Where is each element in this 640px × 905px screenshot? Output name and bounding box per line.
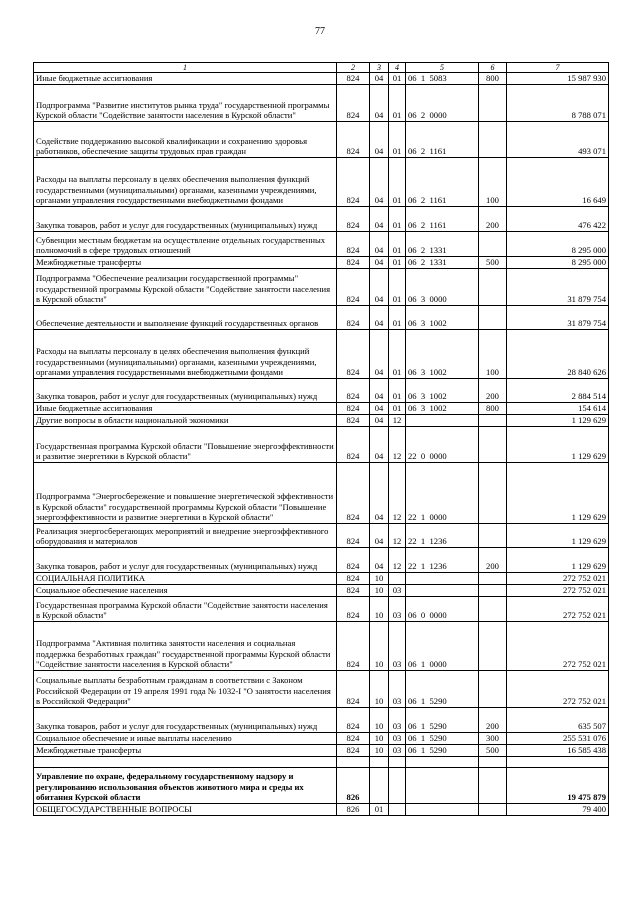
subsection-cell: 01: [389, 306, 406, 330]
ministry-code-cell: 824: [337, 524, 370, 548]
amount-cell: 8 295 000: [507, 232, 609, 257]
subsection-cell: 03: [389, 622, 406, 671]
table-row: [34, 597, 609, 622]
subsection-cell: 12: [389, 415, 406, 427]
subsection-cell: 01: [389, 269, 406, 306]
ministry-code-cell: 824: [337, 403, 370, 415]
expense-name-cell: Подпрограмма "Активная политика занятости населения и социальная поддержка безработных граждан" государственной программы Курской области "Содействие занятости населения в Курской области": [34, 622, 337, 671]
subsection-cell: 01: [389, 232, 406, 257]
ministry-code-cell: 824: [337, 622, 370, 671]
ministry-code-cell: 824: [337, 257, 370, 269]
section-cell: 10: [370, 708, 389, 733]
ministry-code-cell: 824: [337, 415, 370, 427]
table-row: [34, 269, 609, 306]
subsection-cell: 03: [389, 671, 406, 708]
subsection-cell: 12: [389, 524, 406, 548]
ministry-code-cell: 824: [337, 158, 370, 207]
expense-type-cell: [479, 427, 507, 463]
amount-cell: 255 531 076: [507, 733, 609, 745]
expense-type-cell: 200: [479, 207, 507, 232]
amount-cell: 635 507: [507, 708, 609, 733]
subsection-cell: 01: [389, 158, 406, 207]
table-row: [34, 379, 609, 403]
column-header: 2: [337, 63, 370, 73]
amount-cell: [507, 757, 609, 768]
target-article-cell: [406, 415, 479, 427]
amount-cell: 2 884 514: [507, 379, 609, 403]
target-article-cell: 06 3 0000: [406, 269, 479, 306]
expense-type-cell: 500: [479, 257, 507, 269]
amount-cell: 16 649: [507, 158, 609, 207]
table-row: [34, 733, 609, 745]
expense-name-cell: Межбюджетные трансферты: [34, 257, 337, 269]
page-number: 77: [315, 26, 325, 37]
subsection-cell: 12: [389, 548, 406, 573]
expense-name-cell: Иные бюджетные ассигнования: [34, 73, 337, 85]
ministry-code-cell: 824: [337, 306, 370, 330]
ministry-code-cell: 824: [337, 597, 370, 622]
expense-name-cell: СОЦИАЛЬНАЯ ПОЛИТИКА: [34, 573, 337, 585]
expense-type-cell: 500: [479, 745, 507, 757]
amount-cell: 1 129 629: [507, 524, 609, 548]
section-cell: 10: [370, 622, 389, 671]
table-row: [34, 232, 609, 257]
amount-cell: 15 987 930: [507, 73, 609, 85]
subsection-cell: [389, 804, 406, 816]
subsection-cell: 01: [389, 379, 406, 403]
subsection-cell: 03: [389, 745, 406, 757]
amount-cell: 1 129 629: [507, 427, 609, 463]
table-row: [34, 306, 609, 330]
ministry-code-cell: 824: [337, 427, 370, 463]
amount-cell: 19 475 879: [507, 768, 609, 804]
table-row: [34, 463, 609, 524]
target-article-cell: 06 0 0000: [406, 597, 479, 622]
subsection-cell: 03: [389, 597, 406, 622]
target-article-cell: 06 2 0000: [406, 85, 479, 122]
amount-cell: 16 585 438: [507, 745, 609, 757]
ministry-code-cell: 826: [337, 768, 370, 804]
expense-name-cell: Субвенции местным бюджетам на осуществление отдельных государственных полномочий в сфере трудовых отношений: [34, 232, 337, 257]
ministry-code-cell: 824: [337, 207, 370, 232]
expense-type-cell: [479, 671, 507, 708]
column-header: 7: [507, 63, 609, 73]
target-article-cell: 06 3 1002: [406, 306, 479, 330]
ministry-code-cell: 824: [337, 122, 370, 158]
amount-cell: 272 752 021: [507, 671, 609, 708]
column-header: 5: [406, 63, 479, 73]
table-row: [34, 708, 609, 733]
target-article-cell: 06 2 1161: [406, 122, 479, 158]
table-row: [34, 73, 609, 85]
expense-type-cell: 100: [479, 330, 507, 379]
amount-cell: 8 788 071: [507, 85, 609, 122]
ministry-code-cell: 824: [337, 585, 370, 597]
section-cell: 04: [370, 548, 389, 573]
section-cell: 04: [370, 463, 389, 524]
expense-type-cell: [479, 804, 507, 816]
ministry-code-cell: 824: [337, 548, 370, 573]
ministry-code-cell: 824: [337, 671, 370, 708]
section-cell: 01: [370, 804, 389, 816]
ministry-code-cell: 824: [337, 269, 370, 306]
expense-type-cell: 200: [479, 708, 507, 733]
target-article-cell: 06 2 1331: [406, 257, 479, 269]
table-row: [34, 768, 609, 804]
target-article-cell: 06 3 1002: [406, 330, 479, 379]
table-row: [34, 804, 609, 816]
expense-type-cell: [479, 597, 507, 622]
amount-cell: 272 752 021: [507, 597, 609, 622]
table-row: [34, 524, 609, 548]
subsection-cell: 01: [389, 403, 406, 415]
expense-name-cell: Реализация энергосберегающих мероприятий и внедрение энергоэффективного оборудования и материалов: [34, 524, 337, 548]
amount-cell: 8 295 000: [507, 257, 609, 269]
amount-cell: 1 129 629: [507, 415, 609, 427]
section-cell: 10: [370, 745, 389, 757]
table-row: [34, 427, 609, 463]
table-row: [34, 403, 609, 415]
expense-name-cell: Социальные выплаты безработным гражданам в соответствии с Законом Российской Федерации от 19 апреля 1991 года № 1032-I "О занятости населения в Российской Федерации": [34, 671, 337, 708]
column-header: 6: [479, 63, 507, 73]
table-row: [34, 257, 609, 269]
section-cell: 04: [370, 415, 389, 427]
ministry-code-cell: 824: [337, 85, 370, 122]
column-numbers-row: [34, 63, 609, 73]
ministry-code-cell: 824: [337, 232, 370, 257]
expense-name-cell: Иные бюджетные ассигнования: [34, 403, 337, 415]
table-row: [34, 548, 609, 573]
amount-cell: 1 129 629: [507, 548, 609, 573]
table-row: [34, 122, 609, 158]
subsection-cell: 01: [389, 207, 406, 232]
target-article-cell: 06 1 5290: [406, 671, 479, 708]
target-article-cell: 22 1 0000: [406, 463, 479, 524]
section-cell: 04: [370, 158, 389, 207]
ministry-code-cell: 824: [337, 73, 370, 85]
expense-name-cell: Закупка товаров, работ и услуг для государственных (муниципальных) нужд: [34, 708, 337, 733]
section-cell: 04: [370, 403, 389, 415]
amount-cell: 28 840 626: [507, 330, 609, 379]
amount-cell: 493 071: [507, 122, 609, 158]
expense-name-cell: Расходы на выплаты персоналу в целях обеспечения выполнения функций государственными (муниципальными) органами, казенными учреждениями, органами управления государственными внебюджетными фондами: [34, 330, 337, 379]
target-article-cell: 06 2 1161: [406, 207, 479, 232]
section-cell: 10: [370, 573, 389, 585]
target-article-cell: 22 1 1236: [406, 524, 479, 548]
column-header: 1: [34, 63, 337, 73]
expense-type-cell: [479, 524, 507, 548]
target-article-cell: 06 2 1161: [406, 158, 479, 207]
subsection-cell: 01: [389, 257, 406, 269]
ministry-code-cell: 824: [337, 745, 370, 757]
table-row: [34, 671, 609, 708]
amount-cell: 31 879 754: [507, 306, 609, 330]
ministry-code-cell: 824: [337, 573, 370, 585]
expense-name-cell: Подпрограмма "Энергосбережение и повышение энергетической эффективности в Курской области" государственной программы Курской области "Повышение энергоэффективности и развитие энергетики в Курской области": [34, 463, 337, 524]
expense-name-cell: Управление по охране, федеральному государственному надзору и регулированию использования объектов животного мира и среды их обитания Курской области: [34, 768, 337, 804]
subsection-cell: 01: [389, 73, 406, 85]
target-article-cell: 22 0 0000: [406, 427, 479, 463]
subsection-cell: [389, 768, 406, 804]
amount-cell: 272 752 021: [507, 573, 609, 585]
table-row: [34, 757, 609, 768]
expense-name-cell: Расходы на выплаты персоналу в целях обеспечения выполнения функций государственными (муниципальными) органами, казенными учреждениями, органами управления государственными внебюджетными фондами: [34, 158, 337, 207]
column-header: 3: [370, 63, 389, 73]
expense-name-cell: [34, 757, 337, 768]
target-article-cell: [406, 573, 479, 585]
target-article-cell: [406, 585, 479, 597]
section-cell: 04: [370, 269, 389, 306]
table-row: [34, 158, 609, 207]
section-cell: 04: [370, 524, 389, 548]
target-article-cell: 22 1 1236: [406, 548, 479, 573]
table-row: [34, 330, 609, 379]
table-row: [34, 207, 609, 232]
expense-type-cell: [479, 768, 507, 804]
expense-type-cell: [479, 415, 507, 427]
subsection-cell: 12: [389, 427, 406, 463]
target-article-cell: 06 3 1002: [406, 403, 479, 415]
subsection-cell: 03: [389, 708, 406, 733]
expense-type-cell: 100: [479, 158, 507, 207]
table-row: [34, 573, 609, 585]
section-cell: 04: [370, 427, 389, 463]
expense-type-cell: 800: [479, 73, 507, 85]
target-article-cell: 06 1 5290: [406, 745, 479, 757]
subsection-cell: 01: [389, 122, 406, 158]
table-row: [34, 622, 609, 671]
amount-cell: 1 129 629: [507, 463, 609, 524]
ministry-code-cell: 824: [337, 708, 370, 733]
expense-type-cell: [479, 306, 507, 330]
table-row: [34, 85, 609, 122]
target-article-cell: 06 1 5083: [406, 73, 479, 85]
expense-name-cell: Государственная программа Курской области "Повышение энергоэффективности и развитие энергетики в Курской области": [34, 427, 337, 463]
ministry-code-cell: 824: [337, 733, 370, 745]
subsection-cell: [389, 573, 406, 585]
subsection-cell: 03: [389, 585, 406, 597]
section-cell: 10: [370, 733, 389, 745]
amount-cell: 476 422: [507, 207, 609, 232]
expense-name-cell: Закупка товаров, работ и услуг для государственных (муниципальных) нужд: [34, 207, 337, 232]
expense-name-cell: Обеспечение деятельности и выполнение функций государственных органов: [34, 306, 337, 330]
target-article-cell: 06 2 1331: [406, 232, 479, 257]
expense-name-cell: Подпрограмма "Развитие институтов рынка труда" государственной программы Курской области "Содействие занятости населения в Курской области": [34, 85, 337, 122]
expense-name-cell: Другие вопросы в области национальной экономики: [34, 415, 337, 427]
amount-cell: 79 400: [507, 804, 609, 816]
section-cell: 04: [370, 330, 389, 379]
amount-cell: 31 879 754: [507, 269, 609, 306]
expense-type-cell: 300: [479, 733, 507, 745]
section-cell: [370, 757, 389, 768]
expense-type-cell: [479, 757, 507, 768]
target-article-cell: 06 1 0000: [406, 622, 479, 671]
section-cell: 04: [370, 85, 389, 122]
expense-type-cell: [479, 585, 507, 597]
section-cell: 04: [370, 73, 389, 85]
subsection-cell: 12: [389, 463, 406, 524]
target-article-cell: [406, 804, 479, 816]
table-row: [34, 745, 609, 757]
table-row: [34, 415, 609, 427]
section-cell: 10: [370, 585, 389, 597]
expense-name-cell: ОБЩЕГОСУДАРСТВЕННЫЕ ВОПРОСЫ: [34, 804, 337, 816]
expense-name-cell: Социальное обеспечение и иные выплаты населению: [34, 733, 337, 745]
expense-name-cell: Межбюджетные трансферты: [34, 745, 337, 757]
expense-type-cell: 200: [479, 548, 507, 573]
section-cell: 04: [370, 207, 389, 232]
expense-type-cell: [479, 85, 507, 122]
target-article-cell: 06 1 5290: [406, 733, 479, 745]
amount-cell: 272 752 021: [507, 622, 609, 671]
expense-name-cell: Подпрограмма "Обеспечение реализации государственной программы" государственной программы Курской области "Содействие занятости населения в Курской области": [34, 269, 337, 306]
column-header: 4: [389, 63, 406, 73]
section-cell: 04: [370, 122, 389, 158]
expense-type-cell: 200: [479, 379, 507, 403]
section-cell: 10: [370, 671, 389, 708]
expense-name-cell: Государственная программа Курской области "Содействие занятости населения в Курской области": [34, 597, 337, 622]
expense-name-cell: Закупка товаров, работ и услуг для государственных (муниципальных) нужд: [34, 548, 337, 573]
subsection-cell: 03: [389, 733, 406, 745]
table-row: [34, 585, 609, 597]
ministry-code-cell: 824: [337, 330, 370, 379]
ministry-code-cell: [337, 757, 370, 768]
ministry-code-cell: 824: [337, 379, 370, 403]
target-article-cell: [406, 757, 479, 768]
subsection-cell: 01: [389, 330, 406, 379]
expense-name-cell: Социальное обеспечение населения: [34, 585, 337, 597]
section-cell: 04: [370, 232, 389, 257]
target-article-cell: 06 3 1002: [406, 379, 479, 403]
amount-cell: 272 752 021: [507, 585, 609, 597]
section-cell: 04: [370, 306, 389, 330]
section-cell: 10: [370, 597, 389, 622]
expense-type-cell: [479, 269, 507, 306]
target-article-cell: [406, 768, 479, 804]
subsection-cell: 01: [389, 85, 406, 122]
target-article-cell: 06 1 5290: [406, 708, 479, 733]
expense-name-cell: Содействие поддержанию высокой квалификации и сохранению здоровья работников, обеспечение защиты трудовых прав граждан: [34, 122, 337, 158]
ministry-code-cell: 824: [337, 463, 370, 524]
expense-type-cell: [479, 122, 507, 158]
expense-type-cell: 800: [479, 403, 507, 415]
amount-cell: 154 614: [507, 403, 609, 415]
budget-table: [33, 62, 609, 816]
section-cell: 04: [370, 257, 389, 269]
expense-type-cell: [479, 463, 507, 524]
expense-type-cell: [479, 232, 507, 257]
section-cell: 04: [370, 379, 389, 403]
subsection-cell: [389, 757, 406, 768]
section-cell: [370, 768, 389, 804]
ministry-code-cell: 826: [337, 804, 370, 816]
expense-type-cell: [479, 622, 507, 671]
expense-type-cell: [479, 573, 507, 585]
expense-name-cell: Закупка товаров, работ и услуг для государственных (муниципальных) нужд: [34, 379, 337, 403]
